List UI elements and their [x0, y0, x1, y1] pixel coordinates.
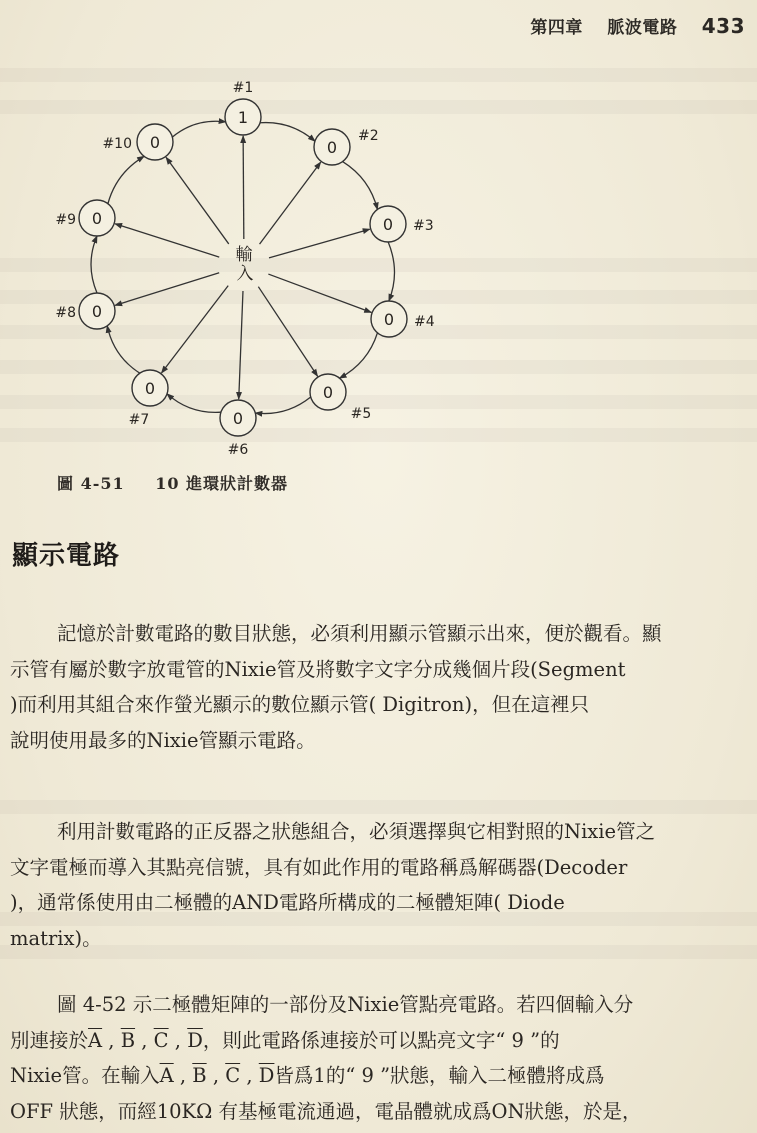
- input-arrow: [269, 229, 370, 258]
- paragraph-1: [0, 616, 757, 758]
- stage-label: #8: [55, 305, 76, 321]
- text-fragment: ，則此電路係連接於可以點亮文字“ 9 ”的: [202, 1028, 560, 1052]
- separator: ,: [206, 1064, 226, 1087]
- ring-arrow: [172, 121, 225, 137]
- stage-value: 0: [383, 310, 395, 329]
- paragraph-3: [0, 987, 757, 1129]
- input-arrow: [260, 162, 321, 244]
- section-label: 脈波電路: [607, 18, 678, 38]
- counter-stage: [310, 374, 371, 422]
- input-arrow: [239, 291, 243, 399]
- counter-stage: [370, 206, 434, 242]
- counter-stage: [55, 200, 115, 236]
- text-fragment: 皆爲1的“ 9 ”狀態，輸入二極體將成爲: [274, 1064, 605, 1087]
- figure-number: 圖 4-51: [57, 474, 125, 493]
- bleed-through-line: [0, 800, 757, 814]
- input-a-bar: $\overline{A}$: [88, 1028, 103, 1052]
- ring-arrow: [388, 242, 394, 301]
- page-number: 433: [701, 14, 745, 38]
- text-line: 圖 4-52 示二極體矩陣的一部份及Nixie管點亮電路。若四個輸入分: [57, 993, 634, 1016]
- stage-value: 0: [326, 138, 338, 157]
- counter-stage: [129, 370, 168, 428]
- text-fragment: Nixie管。在輸入: [10, 1064, 160, 1087]
- input-b-bar: $\overline{B}$: [120, 1028, 136, 1052]
- input-arrow: [243, 136, 244, 239]
- stage-value: 0: [382, 215, 394, 234]
- ring-arrow: [340, 333, 378, 378]
- stage-value: 0: [144, 379, 156, 398]
- running-header: [530, 13, 745, 38]
- counter-stage: [371, 301, 435, 337]
- input-label-top: 輸: [235, 245, 253, 265]
- ring-arrow: [167, 394, 221, 413]
- text-line: matrix)。: [10, 926, 102, 950]
- ring-arrow: [343, 162, 378, 210]
- separator: ,: [240, 1064, 259, 1087]
- input-d-bar: $\overline{D}$: [187, 1028, 203, 1052]
- input-arrow: [258, 287, 317, 376]
- input-b-bar: $\overline{B}$: [192, 1064, 207, 1087]
- text-line: )而利用其組合來作螢光顯示的數位顯示管( Digitron)，但在這裡只: [10, 693, 590, 716]
- input-c-bar: $\overline{C}$: [225, 1064, 241, 1087]
- stage-label: #9: [55, 212, 76, 228]
- text-line: [0, 1023, 757, 1059]
- input-arrow: [115, 224, 219, 257]
- stage-label: #2: [358, 128, 379, 144]
- stage-value: 0: [91, 302, 103, 321]
- stage-label: #1: [232, 80, 254, 96]
- stage-value: 0: [149, 133, 161, 152]
- counter-stage: [220, 400, 256, 458]
- stage-value: 0: [91, 209, 103, 228]
- counter-stage: [225, 80, 261, 135]
- figure-caption: [57, 471, 288, 494]
- text-line: 文字電極而導入其點亮信號，具有如此作用的電路稱爲解碼器(Decoder: [10, 855, 628, 879]
- ring-arrow: [255, 397, 310, 414]
- separator: ,: [173, 1064, 193, 1087]
- input-c-bar: $\overline{C}$: [153, 1028, 169, 1052]
- text-line: 利用計數電路的正反器之狀態組合，必須選擇與它相對照的Nixie管之: [57, 820, 656, 843]
- stage-label: #5: [350, 406, 372, 422]
- stage-label: #4: [414, 314, 435, 330]
- separator: ,: [102, 1028, 121, 1052]
- input-arrow: [115, 273, 219, 306]
- text-line: 說明使用最多的Nixie管顯示電路。: [10, 728, 316, 752]
- counter-stage: [102, 124, 173, 160]
- counter-stage: [314, 128, 379, 165]
- stage-value: 0: [232, 409, 244, 428]
- paragraph-2: [0, 814, 757, 956]
- separator: ,: [168, 1028, 188, 1052]
- input-label-bottom: 入: [236, 264, 254, 284]
- input-arrow: [166, 157, 229, 244]
- chapter-label: 第四章: [530, 18, 583, 38]
- ring-arrow: [260, 123, 315, 142]
- input-d-bar: $\overline{D}$: [258, 1064, 275, 1087]
- text-line: 示管有屬於數字放電管的Nixie管及將數字文字分成幾個片段(Segment: [10, 657, 626, 681]
- ring-arrow: [91, 236, 97, 293]
- stage-label: #7: [128, 412, 150, 428]
- separator: ,: [135, 1028, 154, 1052]
- input-a-bar: $\overline{A}$: [159, 1064, 174, 1087]
- text-fragment: 別連接於: [10, 1028, 89, 1052]
- text-line: [0, 1058, 757, 1094]
- ring-counter-diagram: [0, 60, 460, 480]
- stage-value: 0: [322, 383, 334, 402]
- input-arrow: [268, 274, 371, 312]
- text-line: )，通常係使用由二極體的AND電路所構成的二極體矩陣( Diode: [10, 891, 565, 914]
- stage-label: #10: [102, 136, 132, 152]
- counter-stage: [55, 293, 115, 329]
- input-arrow: [162, 286, 229, 373]
- ring-arrow: [108, 156, 144, 203]
- section-heading: 顯示電路: [12, 541, 121, 571]
- stage-label: #6: [227, 442, 249, 458]
- ring-arrow: [107, 326, 140, 373]
- stage-value: 1: [237, 108, 249, 127]
- text-line: OFF 狀態，而經10KΩ 有基極電流通過，電晶體就成爲ON狀態，於是，: [10, 1099, 642, 1123]
- figure-title: 10 進環狀計數器: [155, 474, 289, 493]
- stage-label: #3: [413, 218, 434, 234]
- text-line: 記憶於計數電路的數目狀態，必須利用顯示管顯示出來，便於觀看。顯: [57, 622, 662, 645]
